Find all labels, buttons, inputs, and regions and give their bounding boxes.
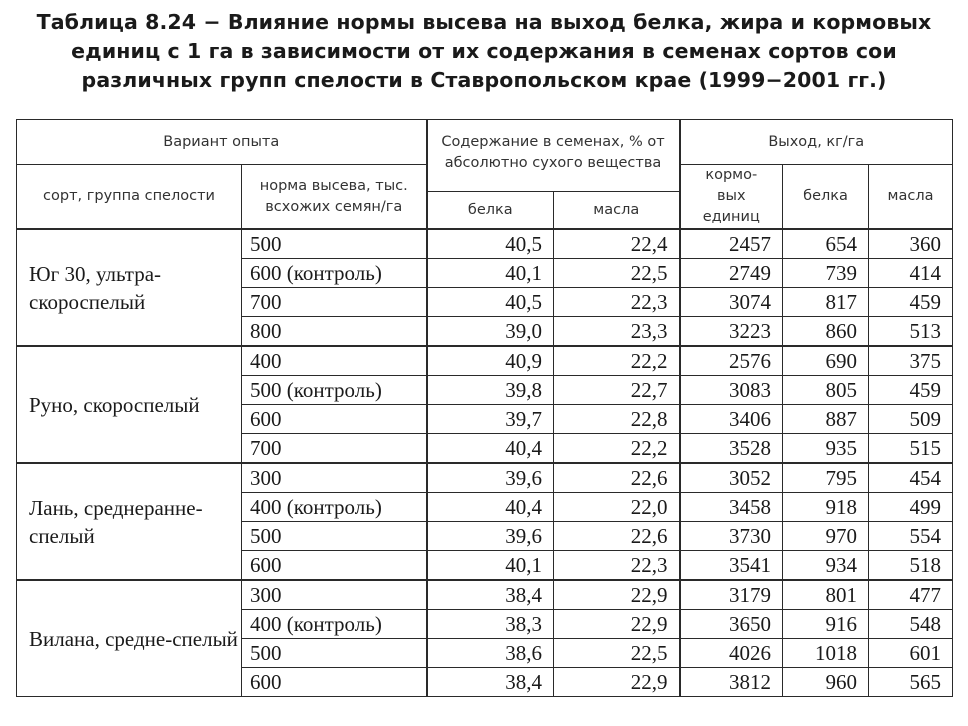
protein-yield-cell: 916 [783, 610, 869, 639]
oil-yield-cell: 459 [869, 288, 953, 317]
feed-units-cell: 2749 [680, 259, 783, 288]
feed-units-cell: 3528 [680, 434, 783, 464]
norm-cell: 400 (контроль) [242, 493, 427, 522]
header-oil: масла [554, 192, 680, 230]
norm-cell: 300 [242, 463, 427, 493]
feed-units-cell: 3650 [680, 610, 783, 639]
oil-content-cell: 22,4 [554, 229, 680, 259]
oil-yield-cell: 548 [869, 610, 953, 639]
variety-cell: Вилана, средне-спелый [17, 580, 242, 697]
protein-yield-cell: 654 [783, 229, 869, 259]
protein-content-cell: 40,9 [427, 346, 554, 376]
norm-cell: 400 [242, 346, 427, 376]
oil-yield-cell: 375 [869, 346, 953, 376]
table-row [17, 229, 953, 259]
oil-content-cell: 22,3 [554, 551, 680, 581]
norm-cell: 600 (контроль) [242, 259, 427, 288]
feed-units-cell: 3074 [680, 288, 783, 317]
header-variety: сорт, группа спелости [17, 165, 242, 230]
protein-yield-cell: 817 [783, 288, 869, 317]
protein-yield-cell: 795 [783, 463, 869, 493]
protein-content-cell: 39,8 [427, 376, 554, 405]
oil-yield-cell: 513 [869, 317, 953, 347]
oil-yield-cell: 414 [869, 259, 953, 288]
title-line: различных групп спелости в Ставропольском крае (1999−2001 гг.) [81, 68, 887, 92]
protein-content-cell: 40,4 [427, 434, 554, 464]
oil-content-cell: 22,5 [554, 639, 680, 668]
oil-yield-cell: 454 [869, 463, 953, 493]
oil-content-cell: 23,3 [554, 317, 680, 347]
header-content: Содержание в семенах, % от абсолютно сухого вещества [427, 120, 680, 192]
protein-yield-cell: 860 [783, 317, 869, 347]
oil-content-cell: 22,5 [554, 259, 680, 288]
protein-content-cell: 38,4 [427, 580, 554, 610]
table-row [17, 346, 953, 376]
norm-cell: 400 (контроль) [242, 610, 427, 639]
feed-units-cell: 2576 [680, 346, 783, 376]
title-line: единиц с 1 га в зависимости от их содержания в семенах сортов сои [71, 39, 897, 63]
oil-content-cell: 22,2 [554, 346, 680, 376]
table-body [17, 229, 953, 697]
feed-units-cell: 4026 [680, 639, 783, 668]
protein-yield-cell: 690 [783, 346, 869, 376]
norm-cell: 300 [242, 580, 427, 610]
protein-yield-cell: 935 [783, 434, 869, 464]
header-feed-units: кормо- вых единиц [680, 165, 783, 230]
feed-units-cell: 3179 [680, 580, 783, 610]
protein-content-cell: 39,0 [427, 317, 554, 347]
oil-yield-cell: 477 [869, 580, 953, 610]
norm-cell: 600 [242, 551, 427, 581]
oil-content-cell: 22,9 [554, 610, 680, 639]
feed-units-cell: 3406 [680, 405, 783, 434]
feed-units-cell: 3730 [680, 522, 783, 551]
protein-yield-cell: 918 [783, 493, 869, 522]
oil-content-cell: 22,0 [554, 493, 680, 522]
oil-yield-cell: 360 [869, 229, 953, 259]
feed-units-cell: 3812 [680, 668, 783, 697]
oil-yield-cell: 499 [869, 493, 953, 522]
norm-cell: 500 [242, 639, 427, 668]
norm-cell: 600 [242, 668, 427, 697]
norm-cell: 700 [242, 288, 427, 317]
feed-units-cell: 2457 [680, 229, 783, 259]
protein-yield-cell: 805 [783, 376, 869, 405]
header-protein: белка [427, 192, 554, 230]
protein-content-cell: 40,1 [427, 259, 554, 288]
oil-yield-cell: 565 [869, 668, 953, 697]
oil-yield-cell: 515 [869, 434, 953, 464]
oil-yield-cell: 601 [869, 639, 953, 668]
protein-yield-cell: 1018 [783, 639, 869, 668]
protein-yield-cell: 934 [783, 551, 869, 581]
title-line: Таблица 8.24 − Влияние нормы высева на выход белка, жира и кормовых [36, 10, 932, 34]
header-variant: Вариант опыта [17, 120, 427, 165]
protein-yield-cell: 970 [783, 522, 869, 551]
oil-content-cell: 22,9 [554, 668, 680, 697]
protein-content-cell: 40,4 [427, 493, 554, 522]
feed-units-cell: 3223 [680, 317, 783, 347]
protein-content-cell: 38,4 [427, 668, 554, 697]
oil-content-cell: 22,2 [554, 434, 680, 464]
protein-content-cell: 39,6 [427, 522, 554, 551]
variety-cell: Лань, среднеранне-спелый [17, 463, 242, 580]
protein-yield-cell: 801 [783, 580, 869, 610]
protein-yield-cell: 739 [783, 259, 869, 288]
feed-units-cell: 3458 [680, 493, 783, 522]
header-norm: норма высева, тыс. всхожих семян/га [242, 165, 427, 230]
protein-content-cell: 38,3 [427, 610, 554, 639]
protein-content-cell: 40,5 [427, 229, 554, 259]
variety-cell: Юг 30, ультра-скороспелый [17, 229, 242, 346]
feed-units-cell: 3541 [680, 551, 783, 581]
protein-content-cell: 40,5 [427, 288, 554, 317]
oil-content-cell: 22,9 [554, 580, 680, 610]
norm-cell: 500 (контроль) [242, 376, 427, 405]
norm-cell: 800 [242, 317, 427, 347]
protein-content-cell: 38,6 [427, 639, 554, 668]
protein-content-cell: 40,1 [427, 551, 554, 581]
norm-cell: 500 [242, 229, 427, 259]
norm-cell: 500 [242, 522, 427, 551]
oil-yield-cell: 518 [869, 551, 953, 581]
protein-content-cell: 39,6 [427, 463, 554, 493]
table-title [20, 8, 948, 95]
data-table [16, 119, 953, 697]
oil-content-cell: 22,6 [554, 522, 680, 551]
protein-yield-cell: 887 [783, 405, 869, 434]
table-row [17, 580, 953, 610]
table-row [17, 463, 953, 493]
oil-yield-cell: 459 [869, 376, 953, 405]
header-yield-oil: масла [869, 165, 953, 230]
oil-content-cell: 22,8 [554, 405, 680, 434]
header-yield-protein: белка [783, 165, 869, 230]
norm-cell: 700 [242, 434, 427, 464]
feed-units-cell: 3083 [680, 376, 783, 405]
protein-content-cell: 39,7 [427, 405, 554, 434]
variety-cell: Руно, скороспелый [17, 346, 242, 463]
norm-cell: 600 [242, 405, 427, 434]
protein-yield-cell: 960 [783, 668, 869, 697]
oil-content-cell: 22,7 [554, 376, 680, 405]
header-yield: Выход, кг/га [680, 120, 953, 165]
oil-content-cell: 22,6 [554, 463, 680, 493]
oil-yield-cell: 554 [869, 522, 953, 551]
oil-content-cell: 22,3 [554, 288, 680, 317]
feed-units-cell: 3052 [680, 463, 783, 493]
oil-yield-cell: 509 [869, 405, 953, 434]
